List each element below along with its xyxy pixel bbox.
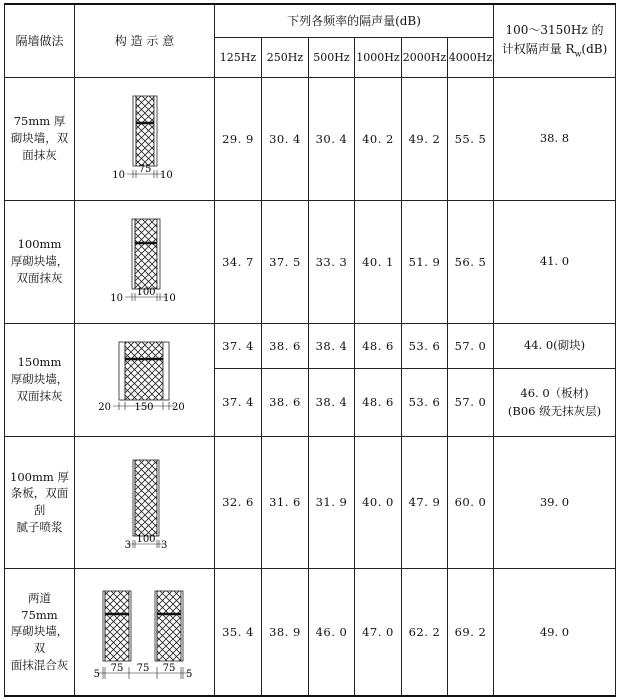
dim-label: 10 xyxy=(163,293,176,304)
method-header: 隔墙做法 xyxy=(5,4,75,77)
value-cell: 56. 5 xyxy=(448,200,494,323)
method-line: 条板，双面刮 xyxy=(10,486,69,517)
freq-125: 125Hz xyxy=(215,37,262,77)
method-line: 砌块墙，双 xyxy=(10,131,69,146)
value-cell: 29. 9 xyxy=(215,77,262,200)
value-cell: 51. 9 xyxy=(402,200,448,323)
freq-250: 250Hz xyxy=(262,37,309,77)
value-cell: 30. 4 xyxy=(309,77,355,200)
dim-label: 75 xyxy=(110,663,124,675)
rw-header-subscript: w xyxy=(574,49,582,59)
method-line: 两道 75mm xyxy=(21,591,58,622)
value-cell: 31. 9 xyxy=(309,436,355,568)
rw-header-line1: 100～3150Hz 的 xyxy=(505,22,604,37)
method-line: 面抹灰 xyxy=(22,147,57,162)
method-line: 150mm xyxy=(17,355,62,370)
value-cell: 40. 2 xyxy=(355,77,402,200)
dim-label: 10 xyxy=(110,293,123,304)
method-line: 100mm xyxy=(17,237,62,252)
method-line: 双面抹灰 xyxy=(16,270,63,285)
sound-insulation-table xyxy=(4,3,616,697)
rw-line: (B06 级无抹灰层) xyxy=(507,404,602,418)
value-cell: 48. 6 xyxy=(355,323,402,368)
dim-label: 5 xyxy=(93,669,100,681)
rw-cell: 44. 0(砌块) xyxy=(494,323,616,368)
value-cell: 37. 4 xyxy=(215,323,262,368)
value-cell: 40. 0 xyxy=(355,436,402,568)
dim-label: 75 xyxy=(162,663,176,675)
wall-section-diagram xyxy=(75,569,214,691)
wall-section-diagram xyxy=(75,201,214,319)
wall-section-diagram xyxy=(75,324,214,432)
wall-diagram-cell xyxy=(75,323,215,436)
value-cell: 34. 7 xyxy=(215,200,262,323)
value-cell: 38. 4 xyxy=(309,323,355,368)
value-cell: 35. 4 xyxy=(215,568,262,696)
freq-1000: 1000Hz xyxy=(355,37,402,77)
wall-diagram-cell xyxy=(75,568,215,696)
frequency-group-header: 下列各频率的隔声量(dB) xyxy=(215,4,494,37)
rw-header-line2: 计权隔声量 R xyxy=(501,41,575,56)
wall-diagram-cell xyxy=(75,77,215,200)
rw-cell: 38. 8 xyxy=(494,77,616,200)
method-cell xyxy=(5,323,75,436)
rw-cell: 49. 0 xyxy=(494,568,616,696)
dim-label: 75 xyxy=(138,164,152,175)
value-cell: 60. 0 xyxy=(448,436,494,568)
table-row xyxy=(5,568,616,696)
value-cell: 38. 6 xyxy=(262,368,309,436)
value-cell: 38. 4 xyxy=(309,368,355,436)
wall-section-diagram xyxy=(75,78,214,196)
dim-label: 100 xyxy=(136,533,156,545)
value-cell: 48. 6 xyxy=(355,368,402,436)
value-cell: 47. 9 xyxy=(402,436,448,568)
value-cell: 37. 4 xyxy=(215,368,262,436)
wall-diagram-cell xyxy=(75,200,215,323)
rw-cell: 41. 0 xyxy=(494,200,616,323)
method-line: 双面抹灰 xyxy=(16,388,63,403)
value-cell: 38. 9 xyxy=(262,568,309,696)
table-row xyxy=(5,323,616,368)
method-cell xyxy=(5,568,75,696)
value-cell: 40. 1 xyxy=(355,200,402,323)
method-line: 厚砌块墙， xyxy=(10,254,69,269)
value-cell: 53. 6 xyxy=(402,368,448,436)
freq-4000: 4000Hz xyxy=(448,37,494,77)
method-cell xyxy=(5,200,75,323)
method-line: 面抹混合灰 xyxy=(10,657,69,672)
value-cell: 31. 6 xyxy=(262,436,309,568)
value-cell: 69. 2 xyxy=(448,568,494,696)
value-cell: 37. 5 xyxy=(262,200,309,323)
method-line: 100mm 厚 xyxy=(10,469,69,484)
value-cell: 55. 5 xyxy=(448,77,494,200)
value-cell: 30. 4 xyxy=(262,77,309,200)
rw-header xyxy=(494,4,616,77)
diagram-header: 构 造 示 意 xyxy=(75,4,215,77)
value-cell: 49. 2 xyxy=(402,77,448,200)
rw-header-unit: (dB) xyxy=(581,41,608,56)
table-row xyxy=(5,436,616,568)
wall-section-diagram xyxy=(75,438,214,564)
value-cell: 53. 6 xyxy=(402,323,448,368)
dim-label: 10 xyxy=(160,170,173,181)
value-cell: 38. 6 xyxy=(262,323,309,368)
method-line: 厚砌块墙， xyxy=(10,372,69,387)
dim-label: 5 xyxy=(186,669,193,681)
table-row xyxy=(5,77,616,200)
freq-500: 500Hz xyxy=(309,37,355,77)
method-cell xyxy=(5,436,75,568)
freq-2000: 2000Hz xyxy=(402,37,448,77)
method-line: 厚砌块墙，双 xyxy=(10,624,69,656)
dim-label: 3 xyxy=(161,539,168,551)
method-line: 腻子喷浆 xyxy=(16,519,63,534)
table-row xyxy=(5,200,616,323)
value-cell: 62. 2 xyxy=(402,568,448,696)
value-cell: 33. 3 xyxy=(309,200,355,323)
value-cell: 57. 0 xyxy=(448,368,494,436)
dim-label: 20 xyxy=(98,402,111,413)
rw-cell xyxy=(494,368,616,436)
dim-label: 10 xyxy=(112,170,125,181)
value-cell: 47. 0 xyxy=(355,568,402,696)
value-cell: 32. 6 xyxy=(215,436,262,568)
dim-label: 100 xyxy=(136,287,156,298)
value-cell: 46. 0 xyxy=(309,568,355,696)
wall-diagram-cell xyxy=(75,436,215,568)
dim-label: 75 xyxy=(136,663,150,675)
method-cell xyxy=(5,77,75,200)
method-line: 75mm 厚 xyxy=(13,114,66,129)
value-cell: 57. 0 xyxy=(448,323,494,368)
dim-label: 3 xyxy=(124,539,131,551)
dim-label: 20 xyxy=(172,402,185,413)
rw-cell: 39. 0 xyxy=(494,436,616,568)
dim-label: 150 xyxy=(134,402,154,413)
rw-line: 46. 0（板材) xyxy=(520,385,589,400)
